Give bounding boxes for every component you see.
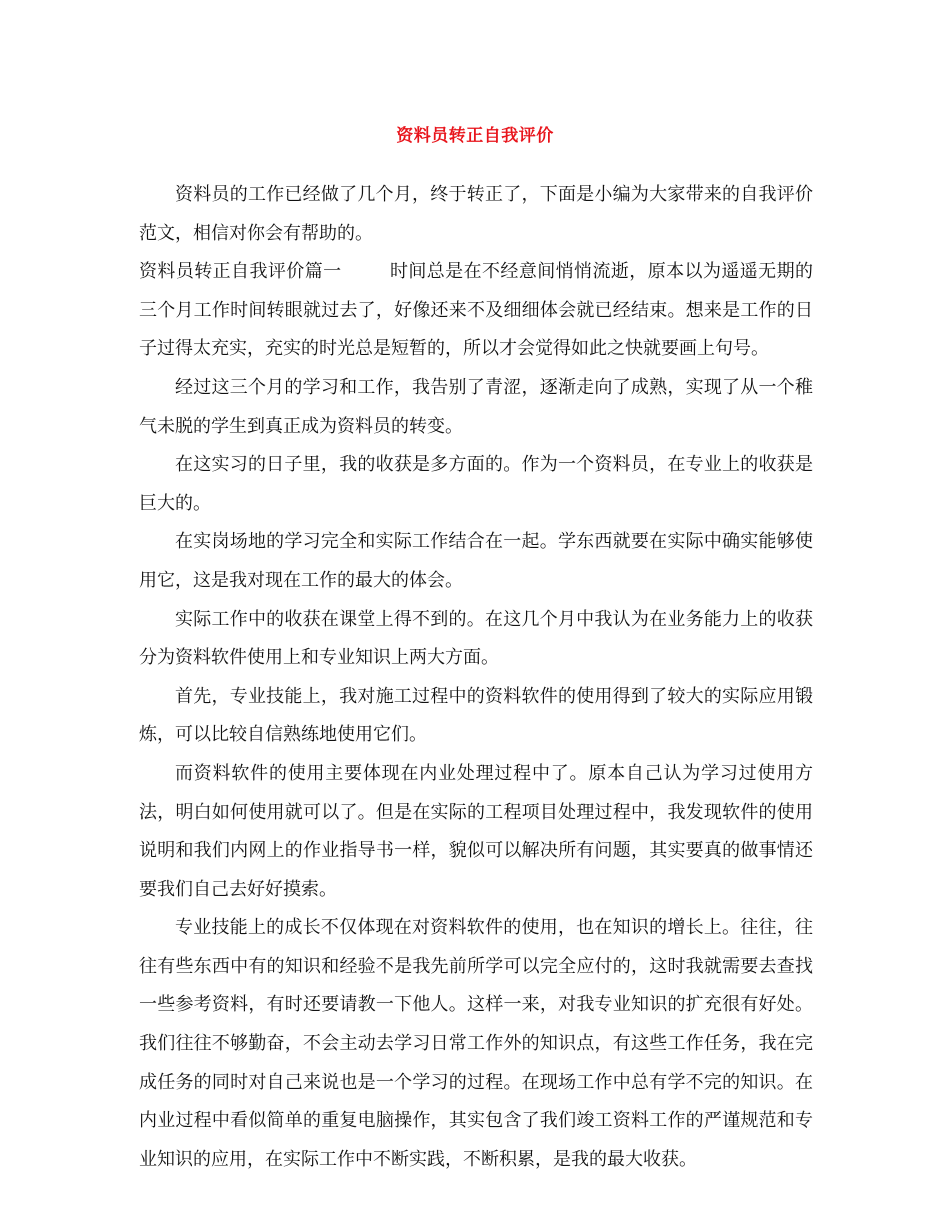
body-paragraph: 经过这三个月的学习和工作，我告别了青涩，逐渐走向了成熟，实现了从一个稚气未脱的学生到真正成为资料员的转变。 bbox=[139, 376, 813, 437]
body-paragraph: 而资料软件的使用主要体现在内业处理过程中了。原本自己认为学习过使用方法，明白如何使用就可以了。但是在实际的工程项目处理过程中，我发现软件的使用说明和我们内网上的作业指导书一样，貌似可以解决所有问题，其实要真的做事情还要我们自己去好好摸索。 bbox=[139, 762, 813, 900]
section-first-text: 时间总是在不经意间悄悄流逝，原本以为遥遥无期的三个月工作时间转眼就过去了，好像还来不及细细体会就已经结束。想来是工作的日子过得太充实，充实的时光总是短暂的，所以才会觉得如此之快就要画上句号。 bbox=[139, 261, 813, 360]
section-first-paragraph bbox=[139, 253, 813, 369]
page-title: 资料员转正自我评价 bbox=[396, 126, 554, 146]
body-paragraph: 实际工作中的收获在课堂上得不到的。在这几个月中我认为在业务能力上的收获分为资料软件使用上和专业知识上两大方面。 bbox=[139, 608, 813, 669]
intro-paragraph: 资料员的工作已经做了几个月，终于转正了，下面是小编为大家带来的自我评价范文，相信对你会有帮助的。 bbox=[139, 184, 813, 244]
section-label: 资料员转正自我评价篇一 bbox=[139, 261, 342, 283]
body-paragraph: 专业技能上的成长不仅体现在对资料软件的使用，也在知识的增长上。往往，往往有些东西中有的知识和经验不是我先前所学可以完全应付的，这时我就需要去查找一些参考资料，有时还要请教一下他人。这样一来，对我专业知识的扩充很有好处。我们往往不够勤奋，不会主动去学习日常工作外的知识点，有这些工作任务，我在完成任务的同时对自己来说也是一个学习的过程。在现场工作中总有学不完的知识。在内业过程中看似简单的重复电脑操作，其实包含了我们竣工资料工作的严谨规范和专业知识的应用，在实际工作中不断实践，不断积累，是我的最大收获。 bbox=[139, 917, 813, 1170]
body-paragraph: 在实岗场地的学习完全和实际工作结合在一起。学东西就要在实际中确实能够使用它，这是我对现在工作的最大的体会。 bbox=[139, 531, 813, 591]
document-body bbox=[139, 176, 813, 1179]
body-paragraph: 首先，专业技能上，我对施工过程中的资料软件的使用得到了较大的实际应用锻炼，可以比较自信熟练地使用它们。 bbox=[139, 685, 813, 746]
body-paragraph: 在这实习的日子里，我的收获是多方面的。作为一个资料员，在专业上的收获是巨大的。 bbox=[139, 454, 813, 514]
